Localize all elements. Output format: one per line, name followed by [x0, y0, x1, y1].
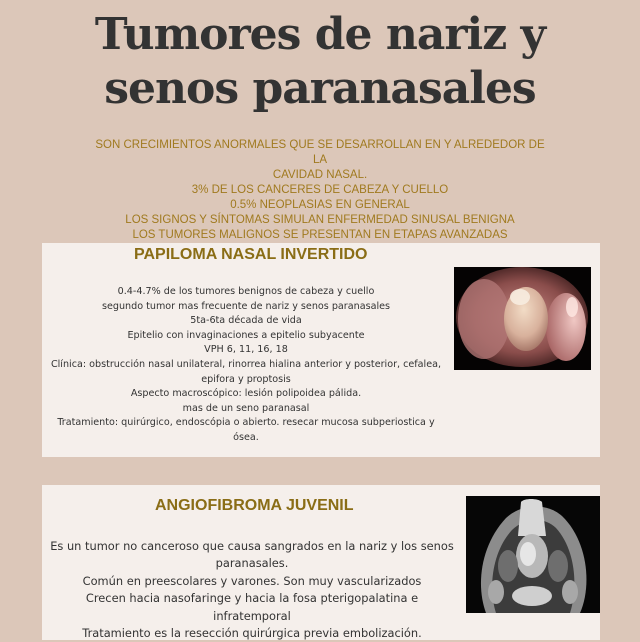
body-line: Es un tumor no canceroso que causa sangrados en la nariz y los senos: [50, 539, 454, 553]
card-body-angiofibroma: [46, 538, 458, 642]
intro-line: 3% DE LOS CANCERES DE CABEZA Y CUELLO: [191, 184, 449, 196]
page-title-line-1: Tumores de nariz y: [94, 9, 546, 60]
body-line: Aspecto macroscópico: lesión polipoidea pálida.: [130, 388, 362, 400]
body-line: paranasales.: [215, 556, 289, 571]
body-line: VPH 6, 11, 16, 18: [204, 344, 288, 356]
page-title: [0, 8, 640, 116]
body-line: 5ta-6ta década de vida: [190, 315, 302, 327]
body-line: Epitelio con invaginaciones a epitelio subyacente: [127, 329, 365, 341]
card-angiofibroma: [42, 485, 600, 640]
page-title-line-2: senos paranasales: [104, 63, 536, 114]
card-title-angiofibroma: ANGIOFIBROMA JUVENIL: [155, 497, 354, 514]
body-line: Común en preescolares y varones. Son muy vascularizados: [82, 573, 422, 588]
body-line: mas de un seno paranasal: [182, 402, 310, 414]
intro-line: LOS SIGNOS Y SÍNTOMAS SIMULAN ENFERMEDAD SINUSAL BENIGNA: [125, 214, 515, 226]
card-body-papiloma: [44, 285, 448, 446]
endoscopic-nasal-polyp-photo: [454, 267, 591, 370]
body-line: Clínica: obstrucción nasal unilateral, rinorrea hialina anterior y posterior, cefalea,: [50, 358, 442, 370]
card-papiloma: [42, 243, 600, 457]
intro-line: LOS TUMORES MALIGNOS SE PRESENTAN EN ETAPAS AVANZADAS: [132, 229, 508, 241]
endoscopy-image: [454, 267, 591, 370]
mri-head-scan: [466, 496, 600, 613]
card-title-papiloma: PAPILOMA NASAL INVERTIDO: [134, 246, 368, 263]
intro-line: CAVIDAD NASAL.: [272, 169, 368, 181]
mri-image: [466, 496, 600, 613]
body-line: 0.4-4.7% de los tumores benignos de cabeza y cuello: [117, 286, 375, 297]
intro-text: [90, 138, 550, 243]
body-line: Tratamiento es la resección quirúrgica previa embolización.: [82, 626, 422, 641]
intro-line: SON CRECIMIENTOS ANORMALES QUE SE DESARROLLAN EN Y ALREDEDOR DE LA: [95, 139, 545, 166]
body-line: epifora y proptosis: [201, 373, 291, 385]
body-line: Tratamiento: quirúrgico, endoscópia o abierto. resecar mucosa subperiostica y ósea.: [57, 417, 435, 443]
body-line: segundo tumor mas frecuente de nariz y senos paranasales: [101, 300, 391, 312]
intro-line: 0.5% NEOPLASIAS EN GENERAL: [230, 199, 410, 211]
body-line: Crecen hacia nasofaringe y hacia la fosa pterigopalatina e infratemporal: [85, 591, 419, 623]
